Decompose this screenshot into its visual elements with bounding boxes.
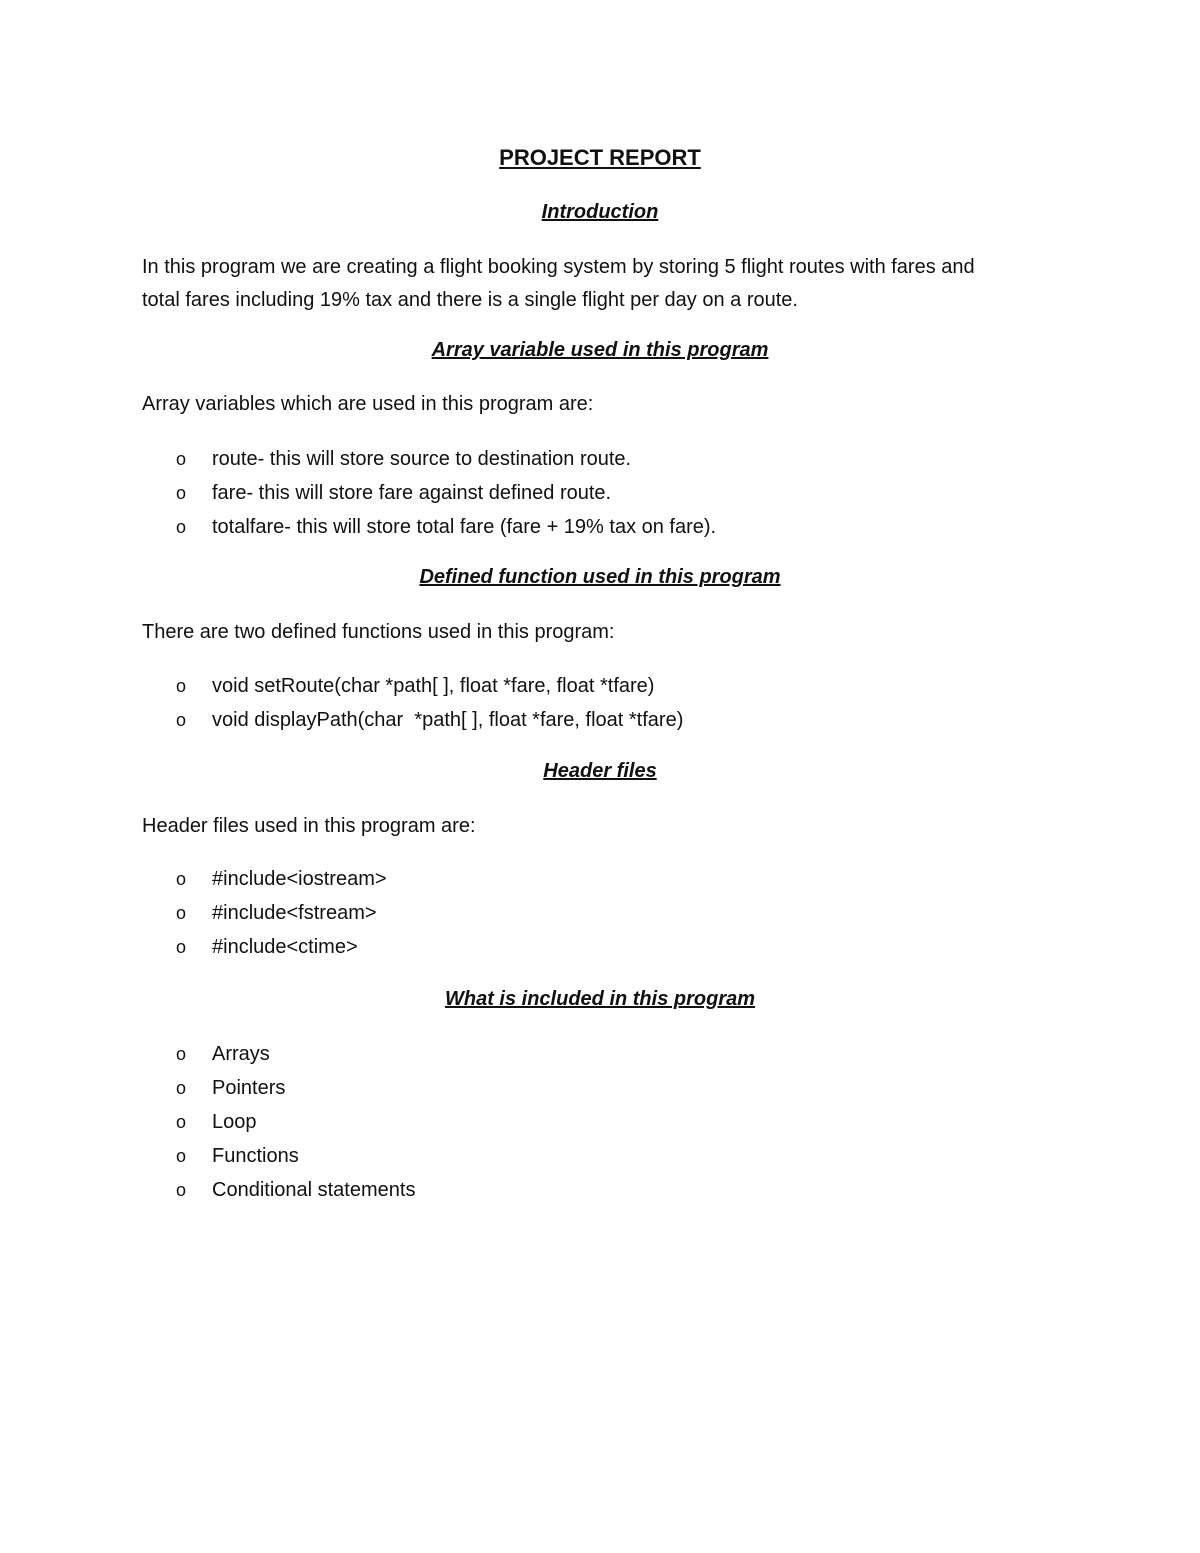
bullet-glyph: o	[176, 1078, 187, 1098]
list-item	[0, 862, 387, 896]
heading-defined-functions: Defined function used in this program	[419, 566, 781, 588]
list-item	[0, 703, 683, 737]
list-item	[0, 1105, 415, 1139]
bullet-glyph: o	[176, 903, 187, 923]
included-topics-list	[0, 1037, 415, 1207]
list-item	[0, 1173, 415, 1207]
heading-header-files: Header files	[543, 760, 657, 782]
list-item-text: void displayPath(char *path[ ], float *fare, float *tfare)	[212, 709, 684, 731]
bullet-glyph: o	[176, 1112, 187, 1132]
list-item-text: #include<fstream>	[212, 902, 377, 924]
list-item-text: totalfare- this will store total fare (fare + 19% tax on fare).	[212, 516, 717, 538]
list-item-text: #include<ctime>	[212, 936, 358, 958]
list-item	[0, 442, 716, 476]
list-item-text: Arrays	[212, 1043, 270, 1065]
list-item	[0, 1071, 415, 1105]
bullet-glyph: o	[176, 483, 187, 503]
page-title: PROJECT REPORT	[499, 145, 701, 170]
bullet-glyph: o	[176, 869, 187, 889]
list-item	[0, 930, 387, 964]
list-item-text: Pointers	[212, 1077, 286, 1099]
list-item-text: route- this will store source to destination route.	[212, 448, 632, 470]
list-item	[0, 669, 683, 703]
heading-what-is-included: What is included in this program	[444, 988, 756, 1010]
list-item	[0, 1037, 415, 1071]
list-item	[0, 896, 387, 930]
introduction-paragraph	[142, 251, 1062, 317]
bullet-glyph: o	[176, 517, 187, 537]
list-item-text: Conditional statements	[212, 1179, 416, 1201]
list-item-text: fare- this will store fare against defined route.	[212, 482, 612, 504]
bullet-glyph: o	[176, 937, 187, 957]
array-variables-list	[0, 442, 716, 544]
header-files-paragraph: Header files used in this program are:	[142, 815, 476, 837]
defined-functions-list	[0, 669, 683, 737]
list-item	[0, 510, 716, 544]
heading-introduction: Introduction	[541, 201, 659, 223]
bullet-glyph: o	[176, 449, 187, 469]
list-item-text: Loop	[212, 1111, 257, 1133]
bullet-glyph: o	[176, 676, 187, 696]
list-item-text: void setRoute(char *path[ ], float *fare, float *tfare)	[212, 675, 655, 697]
array-variables-paragraph: Array variables which are used in this program are:	[142, 393, 594, 415]
introduction-line-1: In this program we are creating a flight booking system by storing 5 flight routes with fares and	[142, 256, 975, 278]
bullet-glyph: o	[176, 1180, 187, 1200]
introduction-line-2: total fares including 19% tax and there is a single flight per day on a route.	[142, 289, 798, 311]
list-item-text: #include<iostream>	[212, 868, 387, 890]
list-item	[0, 476, 716, 510]
list-item	[0, 1139, 415, 1173]
defined-functions-paragraph: There are two defined functions used in this program:	[142, 621, 615, 643]
list-item-text: Functions	[212, 1145, 299, 1167]
bullet-glyph: o	[176, 710, 187, 730]
heading-array-variables: Array variable used in this program	[431, 339, 769, 361]
header-files-list	[0, 862, 387, 964]
bullet-glyph: o	[176, 1146, 187, 1166]
bullet-glyph: o	[176, 1044, 187, 1064]
